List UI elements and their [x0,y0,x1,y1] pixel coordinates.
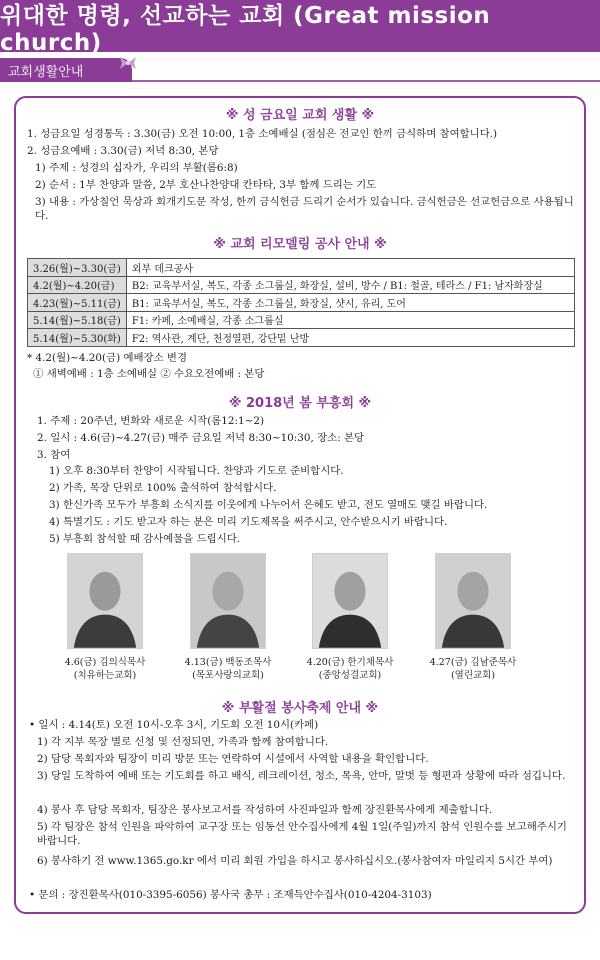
revival-sub-4: 4) 특별기도 : 기도 받고자 하는 분은 미리 기도제목을 써주시고, 안수받으시기 바랍니다. [49,516,448,528]
section-tag [0,58,132,82]
revival-sub-3: 3) 한신가족 모두가 부흥회 소식지를 이웃에게 나누어서 은혜도 받고, 전도 열매도 맺길 바랍니다. [49,499,488,511]
remodel-table [27,258,575,347]
remodel-desc: 외부 데크공사 [126,259,574,277]
remodel-desc: B1: 교육부서실, 복도, 각종 소그룹실, 화장실, 샷시, 유리, 도어 [126,294,574,312]
easter-sub-5: 5) 각 팀장은 참석 인원을 파악하여 교구장 또는 임동선 안수집사에게 4월 1일(주일)까지 참석 인원수를 보고해주시기 바랍니다. [37,821,567,847]
good-friday-line-1: 1. 성금요일 성경통독 : 3.30(금) 오전 10:00, 1층 소예배실 (점심은 전교인 한끼 금식하며 참여합니다.) [27,128,498,140]
revival-sub-2: 2) 가족, 목장 단위로 100% 출석하여 참석합시다. [49,482,277,494]
easter-sub-6: 6) 봉사하기 전 www.1365.go.kr 에서 미리 회원 가입을 하시고 봉사하십시오.(봉사참여자 마일리지 5시간 부여) [37,855,553,867]
speaker-church: (중앙성결교회) [318,670,382,681]
good-friday-line-2: 2. 성금요예배 : 3.30(금) 저녁 8:30, 본당 [27,145,219,157]
speaker-name: 4.13(금) 백동조목사 [184,657,272,668]
speaker-name: 4.6(금) 김의식목사 [64,657,146,668]
section-tag-bar [0,58,600,86]
page-header [0,0,600,56]
speaker-photo [190,553,266,649]
remodel-note-2: ① 새벽예배 : 1층 소예배실 ② 수요오전예배 : 본당 [33,368,265,380]
speaker-photo [67,553,143,649]
speaker-church: (목포사랑의교회) [192,670,264,681]
speaker-caption [295,656,405,682]
revival-title: ※ 2018년 봄 부흥회 ※ [228,396,372,411]
easter-sub-4: 4) 봉사 후 담당 목회자, 팀장은 봉사보고서를 작성하여 사진파일과 함께 장진환목사에게 제출합니다. [37,804,493,816]
header-title: 위대한 명령, 선교하는 교회 (Great mission church) [0,2,491,56]
revival-sub-5: 5) 부흥회 참석할 때 감사예물을 드립시다. [49,533,241,545]
remodel-date: 5.14(월)~5.30(화) [28,329,127,347]
remodel-desc: B2: 교육부서실, 복도, 각종 소그룹실, 화장실, 설비, 방수 / B1: 철골, 테라스 / F1: 남자화장실 [126,276,574,294]
speaker-photo [312,553,388,649]
revival-sub-1: 1) 오후 8:30부터 찬양이 시작됩니다. 찬양과 기도로 준비합시다. [49,465,344,477]
easter-sub-2: 2) 담당 목회자와 팀장이 미리 방문 또는 연락하여 시설에서 사역할 내용을 확인합니다. [37,753,429,765]
table-row [28,329,575,347]
good-friday-title: ※ 성 금요일 교회 생활 ※ [225,108,375,123]
ribbon-icon [118,56,138,70]
table-row [28,311,575,329]
easter-contact: • 문의 : 장진환목사(010-3395-6056) 봉사국 총무 : 조재득안수집사(010-4204-3103) [29,889,432,901]
speaker-caption [50,656,160,682]
speaker-church: (열린교회) [450,670,496,681]
speaker-caption [418,656,528,682]
table-row [28,259,575,277]
speaker-church: (치유하는교회) [73,670,137,681]
good-friday-sub-1: 1) 주제 : 성경의 십자가, 우리의 부활(롬6:8) [35,162,238,174]
section-tag-label: 교회생활안내 [8,64,84,80]
portrait-icon [191,554,265,648]
easter-sub-1: 1) 각 지부 목장 별로 신청 및 선정되면, 가족과 함께 참여합니다. [37,736,329,748]
revival-line-1: 1. 주제 : 20주년, 변화와 새로운 시작(롬12:1~2) [37,415,264,427]
remodel-desc: F1: 카페, 소예배실, 각종 소그룹실 [126,311,574,329]
remodel-desc: F2: 역사관, 계단, 천정열편, 강단밑 난방 [126,329,574,347]
table-row [28,294,575,312]
table-row [28,276,575,294]
remodel-note-1: * 4.2(월)~4.20(금) 예배장소 변경 [27,352,187,364]
good-friday-sub-3: 3) 내용 : 가상칠언 묵상과 회개기도문 작성, 한끼 금식헌금 드리기 순서가 있습니다. 금식헌금은 선교헌금으로 사용됩니다. [35,196,574,222]
remodel-date: 4.2(월)~4.20(금) [28,276,127,294]
revival-line-2: 2. 일시 : 4.6(금)~4.27(금) 매주 금요일 저녁 8:30~10:30, 장소: 본당 [37,432,365,444]
speaker-name: 4.20(금) 한기채목사 [306,657,394,668]
remodel-date: 4.23(월)~5.11(금) [28,294,127,312]
speaker-caption [173,656,283,682]
speaker-photo [435,553,511,649]
remodel-date: 3.26(월)~3.30(금) [28,259,127,277]
remodel-date: 5.14(월)~5.18(금) [28,311,127,329]
remodel-title: ※ 교회 리모델링 공사 안내 ※ [213,237,387,252]
portrait-icon [313,554,387,648]
portrait-icon [68,554,142,648]
easter-title: ※ 부활절 봉사축제 안내 ※ [221,701,379,716]
revival-line-3: 3. 참여 [37,449,71,461]
portrait-icon [436,554,510,648]
easter-line-1: • 일시 : 4.14(토) 오전 10시-오후 3시, 기도회 오전 10시(카페) [29,719,319,731]
speaker-name: 4.27(금) 김남준목사 [429,657,517,668]
easter-sub-3: 3) 당일 도착하여 예배 또는 기도회를 하고 배식, 레크레이션, 청소, 목욕, 안마, 말벗 등 형편과 상황에 따라 섬깁니다. [37,770,566,782]
good-friday-sub-2: 2) 순서 : 1부 찬양과 말씀, 2부 호산나찬양대 칸타타, 3부 함께 드리는 기도 [35,179,377,191]
